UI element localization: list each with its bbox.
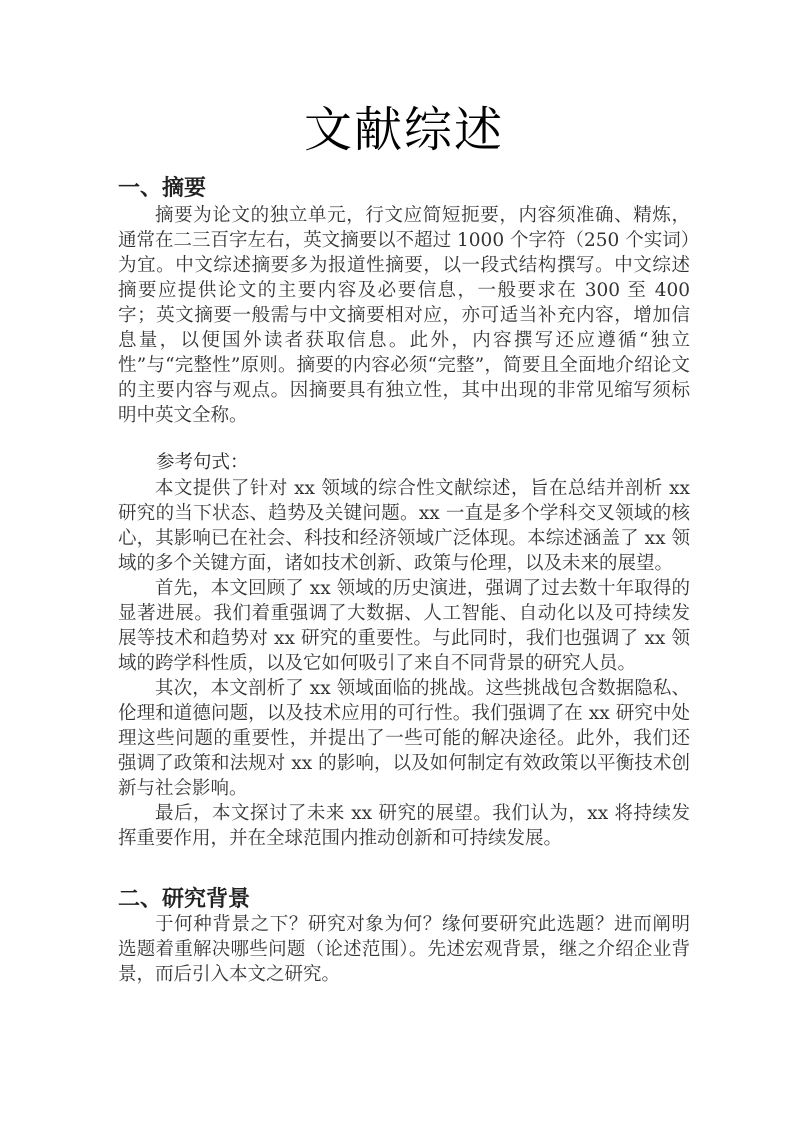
- paragraph: 本文提供了针对 xx 领域的综合性文献综述，旨在总结并剖析 xx 研究的当下状态、趋势及关键问题。xx 一直是多个学科交叉领域的核心，其影响已在社会、科技和经济领域广泛体现。本综述涵盖了 xx 领域的多个关键方面，诸如技术创新、政策与伦理，以及未来的展望。: [118, 478, 690, 574]
- background-body: [118, 912, 690, 987]
- document-title: 文献综述: [303, 102, 504, 158]
- abstract-body: [118, 203, 690, 428]
- section-heading-background: 二、研究背景: [118, 887, 251, 912]
- section-heading-abstract: 一、摘要: [118, 176, 207, 201]
- paragraph: 于何种背景之下？研究对象为何？缘何要研究此选题？进而阐明选题着重解决哪些问题（论述范围）。先述宏观背景，继之介绍企业背景，而后引入本文之研究。: [118, 914, 690, 985]
- paragraph: 其次，本文剖析了 xx 领域面临的挑战。这些挑战包含数据隐私、伦理和道德问题，以及技术应用的可行性。我们强调了在 xx 研究中处理这些问题的重要性，并提出了一些可能的解决途径。此外，我们还强调了政策和法规对 xx 的影响，以及如何制定有效政策以平衡技术创新与社会影响。: [118, 678, 690, 799]
- paragraph: 摘要为论文的独立单元，行文应简短扼要，内容须准确、精炼，通常在二三百字左右，英文摘要以不超过 1000 个字符（250 个实词）为宜。中文综述摘要多为报道性摘要，以一段式结构撰写。中文综述摘要应提供论文的主要内容及必要信息，一般要求在 300 至 400 字；英文摘要一般需与中文摘要相对应，亦可适当补充内容，增加信息量，以便国外读者获取信息。此外，内容撰写还应遵循“独立性”与“完整性”原则。摘要的内容必须“完整”，简要且全面地介绍论文的主要内容与观点。因摘要具有独立性，其中出现的非常见缩写须标明中英文全称。: [118, 205, 690, 426]
- paragraph: 最后，本文探讨了未来 xx 研究的展望。我们认为，xx 将持续发挥重要作用，并在全球范围内推动创新和可持续发展。: [118, 803, 690, 849]
- reference-sentence-heading: 参考句式：: [156, 452, 249, 473]
- reference-sentences-body: [118, 476, 690, 851]
- paragraph: 首先，本文回顾了 xx 领域的历史演进，强调了过去数十年取得的显著进展。我们着重强调了大数据、人工智能、自动化以及可持续发展等技术和趋势对 xx 研究的重要性。与此同时，我们也强调了 xx 领域的跨学科性质，以及它如何吸引了来自不同背景的研究人员。: [118, 578, 690, 674]
